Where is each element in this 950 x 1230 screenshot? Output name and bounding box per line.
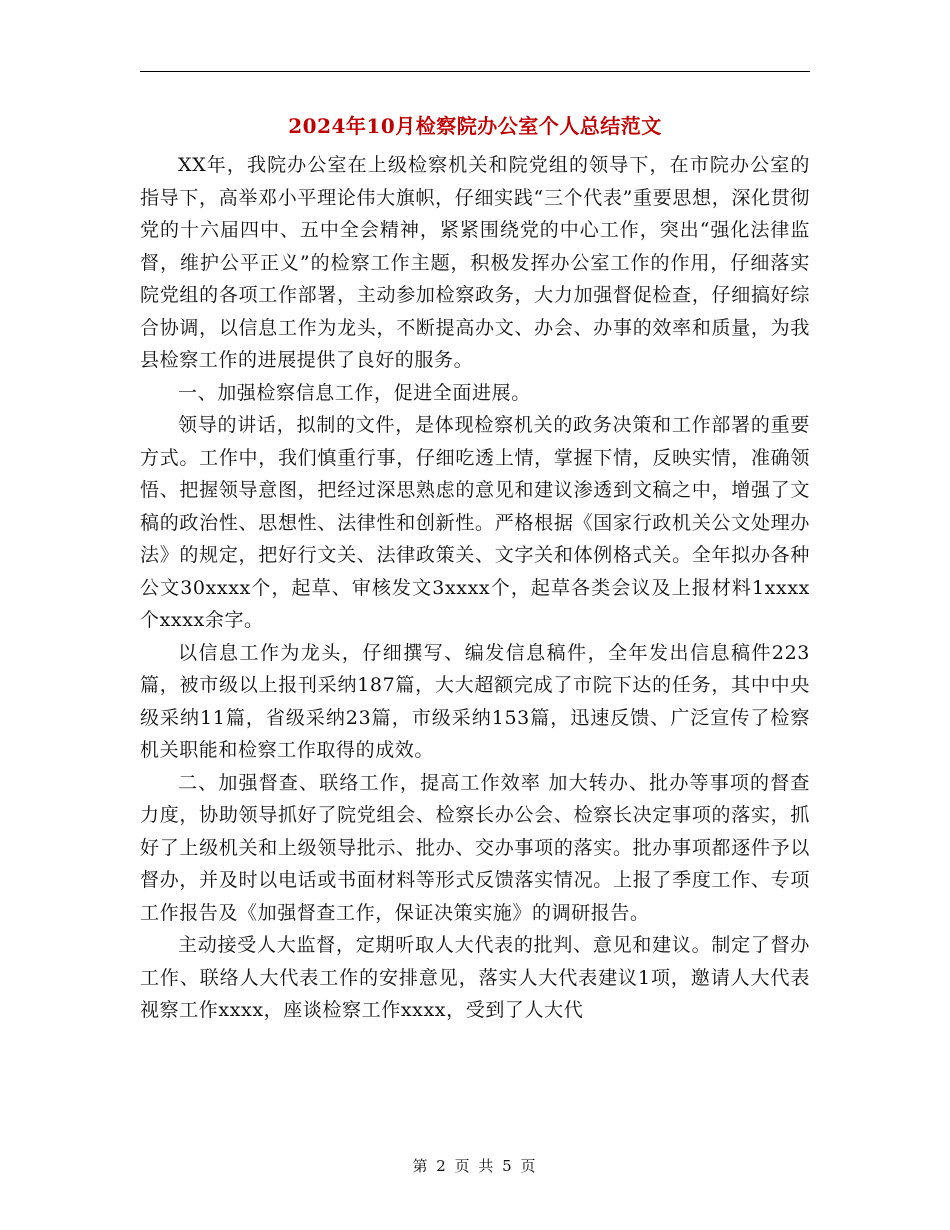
- paragraph-drafting: 领导的讲话，拟制的文件，是体现检察机关的政务决策和工作部署的重要方式。工作中，我们慎重行事，仔细吃透上情，掌握下情，反映实情，准确领悟、把握领导意图，把经过深思熟虑的意见和建议渗透到文稿之中，增强了文稿的政治性、思想性、法律性和创新性。严格根据《国家行政机关公文处理办法》的规定，把好行文关、法律政策关、文字关和体例格式关。全年拟办各种公文30xxxx个，起草、审核发文3xxxx个，起草各类会议及上报材料1xxxx个xxxx余字。: [140, 414, 810, 631]
- paragraph-section-1-heading: 一、加强检察信息工作，促进全面进展。: [178, 381, 531, 404]
- page-number-footer: 第 2 页 共 5 页: [412, 1157, 538, 1175]
- paragraph-intro: XX年，我院办公室在上级检察机关和院党组的领导下，在市院办公室的指导下，高举邓小平理论伟大旗帜，仔细实践“三个代表”重要思想，深化贯彻党的十六届四中、五中全会精神，紧紧围绕党的中心工作，突出“强化法律监督，维护公平正义”的检察工作主题，积极发挥办公室工作的作用，仔细落实院党组的各项工作部署，主动参加检察政务，大力加强督促检查，仔细搞好综合协调，以信息工作为龙头，不断提高办文、办会、办事的效率和质量，为我县检察工作的进展提供了良好的服务。: [140, 154, 810, 371]
- paragraph-npc-supervision: 主动接受人大监督，定期听取人大代表的批判、意见和建议。制定了督办工作、联络人大代表工作的安排意见，落实人大代表建议1项，邀请人大代表视察工作xxxx，座谈检察工作xxxx，受到了人大代: [140, 934, 810, 1021]
- paragraph-section-2: 二、加强督查、联络工作，提高工作效率 加大转办、批办等事项的督查力度，协助领导抓好了院党组会、检察长办公会、检察长决定事项的落实，抓好了上级机关和上级领导批示、批办、交办事项的落实。批办事项都逐件予以督办，并及时以电话或书面材料等形式反馈落实情况。上报了季度工作、专项工作报告及《加强督查工作，保证决策实施》的调研报告。: [140, 771, 810, 924]
- header-rule: [140, 71, 810, 72]
- document-body: [140, 149, 810, 1027]
- paragraph-information: 以信息工作为龙头，仔细撰写、编发信息稿件，全年发出信息稿件223篇，被市级以上报刊采纳187篇，大大超额完成了市院下达的任务，其中中央级采纳11篇，省级采纳23篇，市级采纳153篇，迅速反馈、广泛宣传了检察机关职能和检察工作取得的成效。: [140, 641, 810, 761]
- document-title: 2024年10月检察院办公室个人总结范文: [288, 114, 662, 138]
